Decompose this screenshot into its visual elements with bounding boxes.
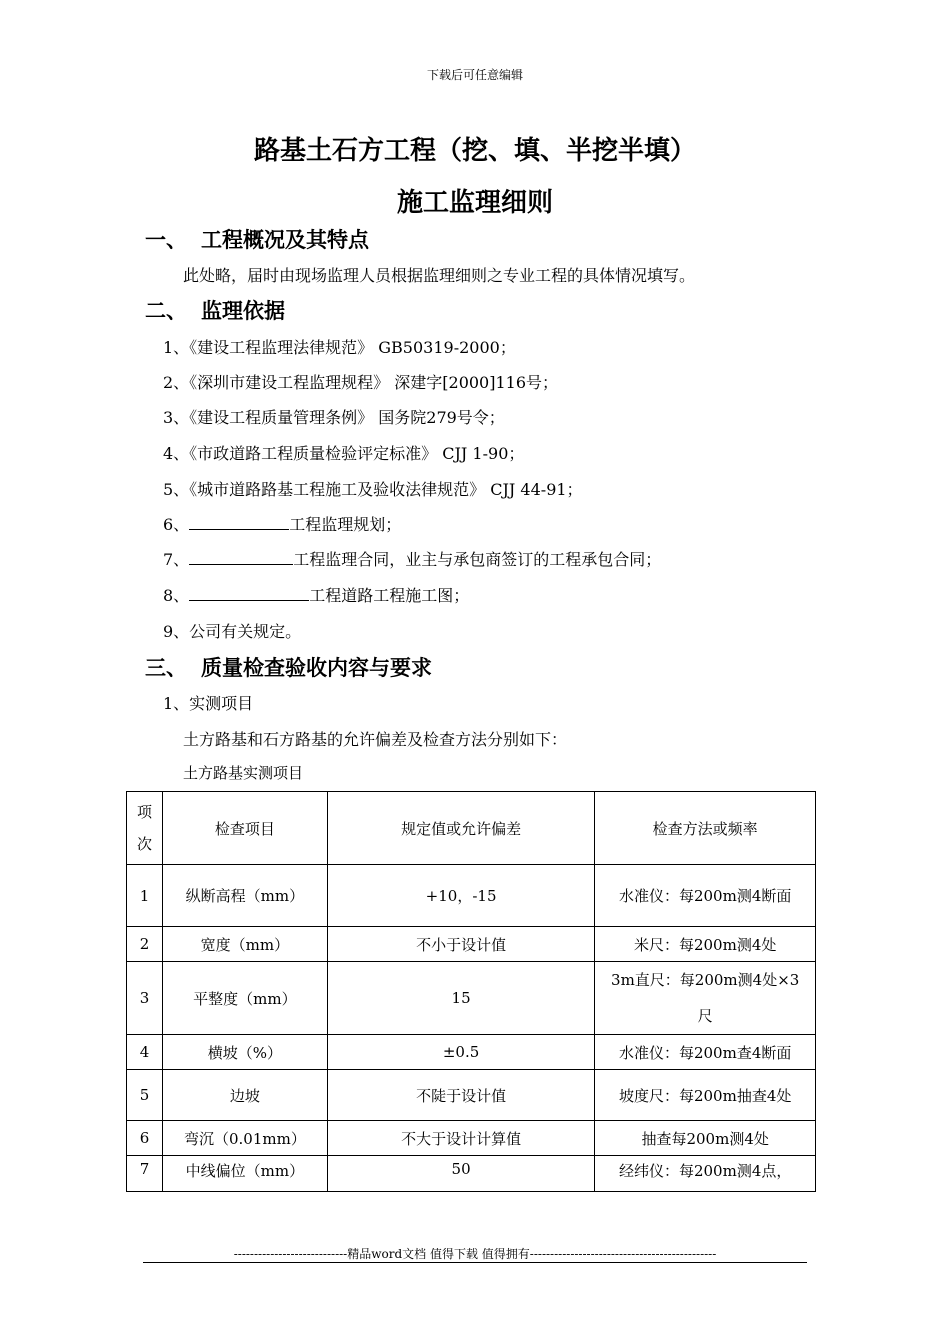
cell-spec: ±0.5	[327, 1035, 595, 1070]
basis-item: 1、《建设工程监理法律规范》 GB50319-2000；	[163, 338, 516, 357]
section-number: 三、	[145, 655, 187, 680]
fill-in-blank	[189, 513, 289, 530]
section1-text: 此处略，届时由现场监理人员根据监理细则之专业工程的具体情况填写。	[183, 266, 696, 285]
cell-item: 边坡	[162, 1070, 327, 1121]
header-cell: 项次	[127, 792, 163, 865]
cell-no: 4	[127, 1035, 163, 1070]
cell-method: 3m直尺：每200m测4处×3尺	[595, 962, 816, 1035]
basis-item: 9、公司有关规定。	[163, 622, 302, 641]
table-row	[127, 962, 816, 1035]
cell-item: 纵断高程（mm）	[162, 865, 327, 927]
item-text: 工程道路工程施工图；	[309, 586, 470, 605]
cell-item: 宽度（mm）	[162, 927, 327, 962]
section-title: 监理依据	[201, 298, 285, 323]
section-heading-1	[145, 224, 369, 254]
basis-item-blank	[163, 512, 401, 535]
cell-method: 坡度尺：每200m抽查4处	[595, 1070, 816, 1121]
item-text: 工程监理规划；	[289, 515, 402, 534]
footer-text: ----------------------------精品word文档 值得下载 值得拥有----------------------------------------------	[233, 1247, 717, 1261]
cell-no: 2	[127, 927, 163, 962]
cell-spec: 50	[327, 1156, 595, 1192]
table-row	[127, 1070, 816, 1121]
header-cell: 检查项目	[162, 792, 327, 865]
cell-no: 5	[127, 1070, 163, 1121]
spec-table	[126, 791, 816, 1192]
cell-spec: 不大于设计计算值	[327, 1121, 595, 1156]
section-heading-2	[145, 295, 285, 325]
basis-item: 3、《建设工程质量管理条例》 国务院279号令；	[163, 408, 505, 427]
cell-item: 弯沉（0.01mm）	[162, 1121, 327, 1156]
basis-item-blank	[163, 547, 661, 570]
table-row	[127, 1121, 816, 1156]
section-number: 二、	[145, 298, 187, 323]
table-row	[127, 927, 816, 962]
cell-method: 经纬仪：每200m测4点，	[595, 1156, 816, 1192]
header-note: 下载后可任意编辑	[426, 68, 523, 82]
section-title: 工程概况及其特点	[201, 227, 369, 252]
cell-item: 横坡（%）	[162, 1035, 327, 1070]
table-row	[127, 1035, 816, 1070]
cell-no: 1	[127, 865, 163, 927]
document-title: 路基土石方工程（挖、填、半挖半填）	[253, 136, 696, 166]
footer-rule	[143, 1262, 807, 1263]
item-text: 工程监理合同，业主与承包商签订的工程承包合同；	[293, 550, 662, 569]
cell-no: 3	[127, 962, 163, 1035]
section3-intro: 土方路基和石方路基的允许偏差及检查方法分别如下：	[183, 730, 568, 749]
item-number: 7、	[163, 550, 190, 569]
item-number: 8、	[163, 586, 190, 605]
cell-spec: 不小于设计值	[327, 927, 595, 962]
fill-in-blank	[189, 584, 309, 601]
cell-item: 平整度（mm）	[162, 962, 327, 1035]
table-header-row	[127, 792, 816, 865]
cell-item: 中线偏位（mm）	[162, 1156, 327, 1192]
basis-item: 4、《市政道路工程质量检验评定标准》 CJJ 1-90；	[163, 444, 525, 463]
fill-in-blank	[189, 548, 293, 565]
section-heading-3	[145, 652, 432, 682]
cell-method: 抽查每200m测4处	[595, 1121, 816, 1156]
header-cell: 检查方法或频率	[595, 792, 816, 865]
cell-method: 水准仪：每200m测4断面	[595, 865, 816, 927]
section-title: 质量检查验收内容与要求	[201, 655, 432, 680]
table-caption: 土方路基实测项目	[183, 764, 304, 782]
basis-item: 5、《城市道路路基工程施工及验收法律规范》 CJJ 44-91；	[163, 480, 583, 499]
table-row	[127, 1156, 816, 1192]
cell-spec: +10，-15	[327, 865, 595, 927]
cell-no: 6	[127, 1121, 163, 1156]
subsection-title: 1、实测项目	[163, 694, 254, 713]
header-cell: 规定值或允许偏差	[327, 792, 595, 865]
cell-no: 7	[127, 1156, 163, 1192]
cell-method: 米尺：每200m测4处	[595, 927, 816, 962]
cell-spec: 不陡于设计值	[327, 1070, 595, 1121]
item-number: 6、	[163, 515, 190, 534]
section-number: 一、	[145, 227, 187, 252]
document-subtitle: 施工监理细则	[396, 188, 553, 218]
cell-spec: 15	[327, 962, 595, 1035]
table-row	[127, 865, 816, 927]
cell-method: 水准仪：每200m查4断面	[595, 1035, 816, 1070]
basis-item-blank	[163, 583, 469, 606]
basis-item: 2、《深圳市建设工程监理规程》 深建字[2000]116号；	[163, 373, 559, 392]
